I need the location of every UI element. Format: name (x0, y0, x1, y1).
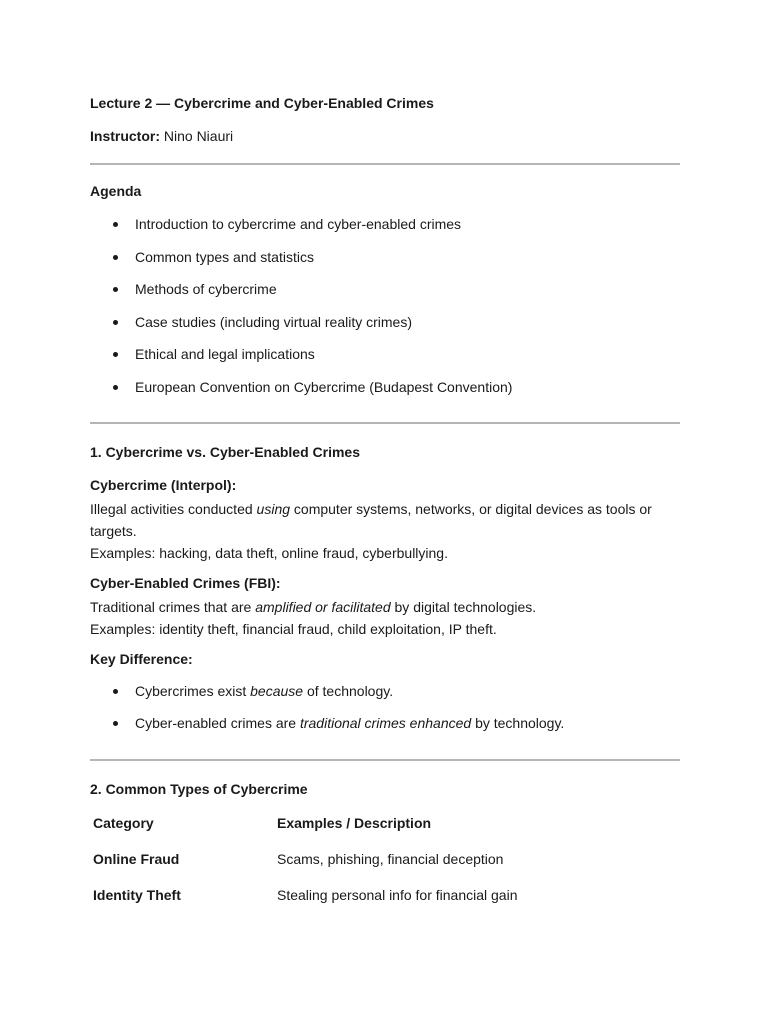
key-difference-emphasis: traditional crimes enhanced (299, 714, 472, 731)
cyber-enabled-def-text: by digital technologies. (390, 598, 537, 615)
key-difference-emphasis: because (250, 682, 304, 699)
agenda-item: European Convention on Cybercrime (Budapest Convention) (90, 377, 680, 397)
agenda-item: Ethical and legal implications (90, 344, 680, 364)
instructor-line (90, 126, 680, 146)
agenda-heading: Agenda (90, 183, 142, 199)
divider (90, 759, 680, 761)
table-header-row (93, 813, 518, 849)
agenda-item: Common types and statistics (90, 247, 680, 267)
section-2-heading: 2. Common Types of Cybercrime (90, 780, 308, 797)
table-row (93, 849, 518, 885)
table-cell-description: Stealing personal info for financial gain (277, 886, 518, 903)
table-cell-description: Scams, phishing, financial deception (277, 850, 504, 867)
table-header-category: Category (93, 814, 154, 831)
cybercrime-definition (90, 498, 680, 564)
agenda-item: Introduction to cybercrime and cyber-enabled crimes (90, 214, 680, 234)
cyber-enabled-examples: Examples: identity theft, financial fraud, child exploitation, IP theft. (90, 620, 497, 637)
table-header-description: Examples / Description (277, 814, 432, 831)
agenda-item: Case studies (including virtual reality crimes) (90, 312, 680, 332)
agenda-item: Methods of cybercrime (90, 279, 680, 299)
cybercrime-def-text: Illegal activities conducted (90, 500, 257, 517)
lecture-title: Lecture 2 — Cybercrime and Cyber-Enabled Crimes (90, 95, 434, 111)
instructor-name: Nino Niauri (160, 128, 234, 144)
cybercrime-examples: Examples: hacking, data theft, online fraud, cyberbullying. (90, 544, 448, 561)
key-difference-list (90, 681, 680, 733)
cybercrime-def-emphasis: using (256, 500, 291, 517)
cyber-enabled-definition (90, 596, 680, 640)
agenda-list (90, 214, 680, 397)
table-cell-category: Identity Theft (93, 886, 181, 903)
section-1-heading: 1. Cybercrime vs. Cyber-Enabled Crimes (90, 443, 361, 460)
key-difference-text: of technology. (303, 682, 394, 699)
cybercrime-def-text: computer systems, networks, or digital devices as tools or targets. (90, 500, 652, 539)
instructor-label: Instructor: (90, 128, 160, 144)
key-difference-text: Cybercrimes exist (135, 682, 251, 699)
document-content (90, 93, 680, 921)
cybercrime-label: Cybercrime (Interpol): (90, 476, 237, 493)
divider (90, 422, 680, 424)
cyber-enabled-def-text: Traditional crimes that are (90, 598, 256, 615)
cyber-enabled-def-emphasis: amplified or facilitated (255, 598, 391, 615)
divider (90, 163, 680, 165)
key-difference-text: Cyber-enabled crimes are (135, 714, 300, 731)
key-difference-item (90, 681, 680, 701)
key-difference-label: Key Difference: (90, 650, 193, 667)
table-cell-category: Online Fraud (93, 850, 180, 867)
cybercrime-types-table (93, 813, 518, 921)
key-difference-text: by technology. (471, 714, 565, 731)
key-difference-item (90, 713, 680, 733)
cyber-enabled-label: Cyber-Enabled Crimes (FBI): (90, 574, 281, 591)
table-row (93, 885, 518, 921)
